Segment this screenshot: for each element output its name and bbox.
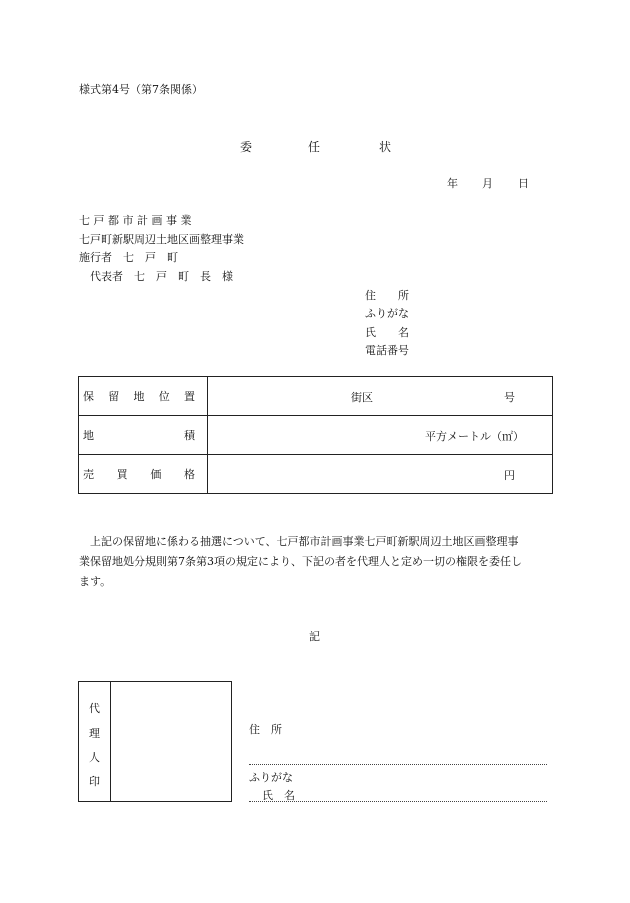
agent-address-label: 住 所 (249, 723, 282, 736)
agent-char: 代 (89, 702, 100, 715)
addressee-line: 施行者 七 戸 町 (79, 251, 178, 264)
date-month: 月 (482, 177, 493, 190)
applicant-name-label: 氏 名 (365, 326, 409, 339)
agent-seal-box (78, 681, 232, 802)
form-number: 様式第4号（第7条関係） (79, 83, 203, 96)
area-label: 地 積 (79, 416, 208, 455)
number-unit: 号 (504, 391, 515, 404)
area-unit: 平方メートル（㎡） (425, 430, 524, 443)
area-value-cell[interactable] (208, 416, 553, 455)
body-line: 上記の保留地に係わる抽選について、七戸都市計画事業七戸町新駅周辺土地区画整理事 (90, 535, 519, 548)
seal-area[interactable] (111, 682, 231, 801)
agent-char: 理 (89, 727, 100, 740)
body-line: 業保留地処分規則第7条第3項の規定により、下記の者を代理人と定め一切の権限を委任し (79, 555, 522, 568)
addressee-line: 七戸町新駅周辺土地区画整理事業 (79, 233, 244, 246)
agent-char: 印 (89, 775, 100, 788)
table-row (79, 377, 553, 416)
date-day: 日 (518, 177, 529, 190)
applicant-furigana-label: ふりがな (365, 307, 409, 320)
price-label: 売 買 価 格 (79, 455, 208, 494)
ki-heading: 記 (309, 630, 320, 643)
date-year: 年 (447, 177, 458, 190)
agent-name-label: 氏 名 (262, 789, 295, 802)
addressee-line: 代表者 七 戸 町 長 様 (90, 270, 233, 283)
reserved-land-table (78, 376, 553, 494)
applicant-phone-label: 電話番号 (365, 344, 409, 357)
body-line: ます。 (79, 575, 112, 588)
agent-address-line[interactable] (249, 764, 547, 765)
addressee-line: 七 戸 都 市 計 画 事 業 (79, 214, 192, 227)
price-value-cell[interactable] (208, 455, 553, 494)
block-unit: 街区 (351, 391, 373, 404)
title-char: 任 (308, 140, 321, 154)
applicant-address-label: 住 所 (365, 289, 409, 302)
table-row (79, 455, 553, 494)
agent-furigana-label: ふりがな (249, 771, 293, 784)
location-value-cell[interactable] (208, 377, 553, 416)
title-char: 委 (240, 140, 253, 154)
delegation-text (79, 532, 553, 592)
table-row (79, 416, 553, 455)
agent-name-line[interactable] (249, 801, 547, 802)
agent-char: 人 (89, 751, 100, 764)
agent-label-column (79, 682, 111, 801)
location-label: 保 留 地 位 置 (79, 377, 208, 416)
title-char: 状 (379, 140, 392, 154)
price-unit: 円 (504, 469, 515, 482)
